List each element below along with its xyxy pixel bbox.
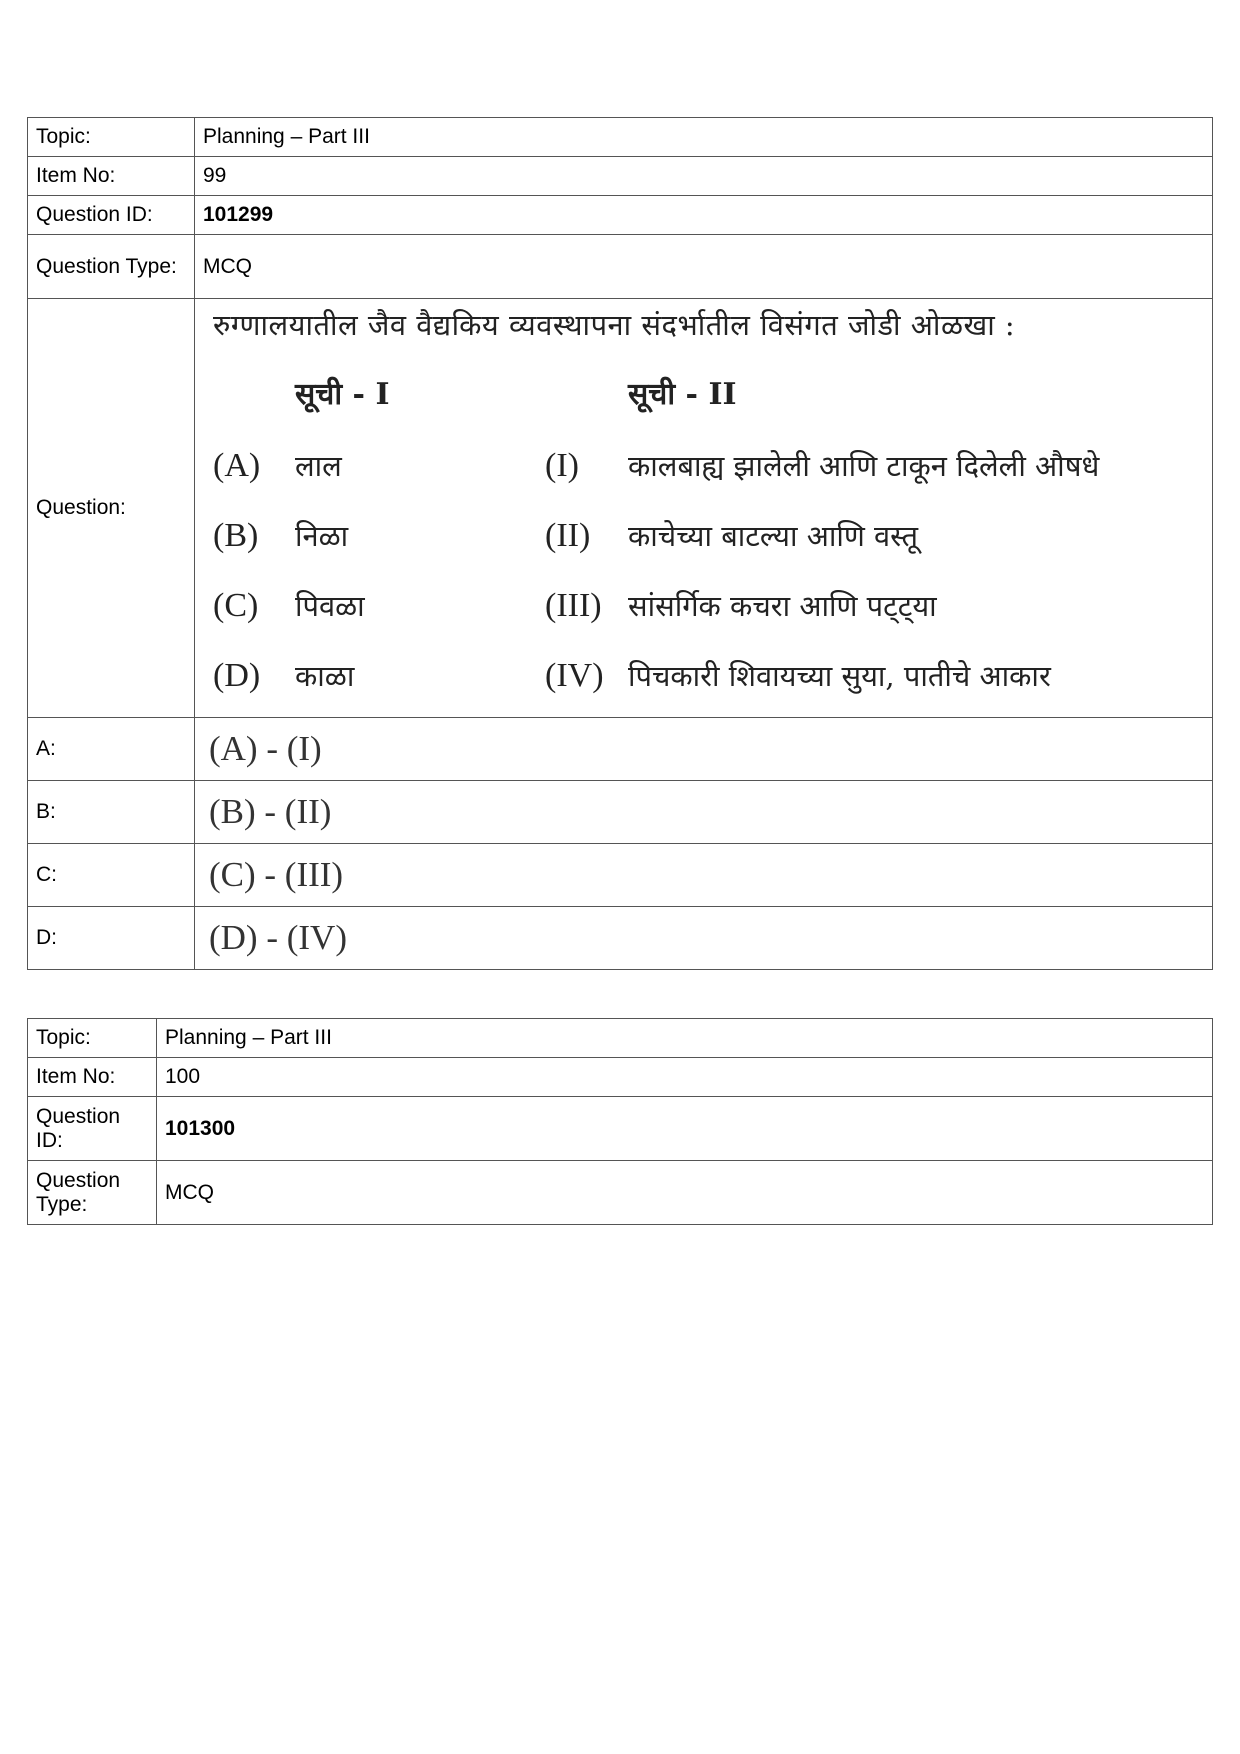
match-row xyxy=(195,657,1212,704)
question-type-label: Question Type: xyxy=(28,235,195,299)
question-id-label: Question ID: xyxy=(28,1097,157,1161)
list-1-value: निळा xyxy=(295,519,349,553)
list-1-value: लाल xyxy=(295,449,342,483)
question-id-label: Question ID: xyxy=(28,196,195,235)
item-no-value: 99 xyxy=(195,157,1213,196)
item-no-value: 100 xyxy=(157,1058,1213,1097)
question-stem: रुग्णालयातील जैव वैद्यकिय व्यवस्थापना संदर्भातील विसंगत जोडी ओळखा : xyxy=(213,308,1016,342)
question-id-value: 101300 xyxy=(157,1097,1213,1161)
list-1-key: (A) xyxy=(213,447,261,484)
list-1-heading: सूची - I xyxy=(295,377,390,412)
item-no-label: Item No: xyxy=(28,1058,157,1097)
list-2-heading: सूची - II xyxy=(628,377,737,412)
list-2-value: कालबाह्य झालेली आणि टाकून दिलेली औषधे xyxy=(628,449,1100,483)
question-id-value: 101299 xyxy=(195,196,1213,235)
option-d-label: D: xyxy=(28,907,195,970)
option-c-value: (C) - (III) xyxy=(195,844,1213,907)
question-table-99 xyxy=(27,117,1213,970)
match-row xyxy=(195,587,1212,634)
list-2-key: (I) xyxy=(545,447,579,484)
option-b-value: (B) - (II) xyxy=(195,781,1213,844)
question-label: Question: xyxy=(28,299,195,718)
list-1-value: पिवळा xyxy=(295,589,365,623)
topic-row xyxy=(28,1019,1213,1058)
list-2-value: सांसर्गिक कचरा आणि पट्ट्या xyxy=(628,589,937,623)
list-1-key: (B) xyxy=(213,517,259,554)
topic-label: Topic: xyxy=(28,1019,157,1058)
option-c-label: C: xyxy=(28,844,195,907)
option-d-value: (D) - (IV) xyxy=(195,907,1213,970)
option-c-row xyxy=(28,844,1213,907)
item-no-row xyxy=(28,157,1213,196)
match-row xyxy=(195,517,1212,564)
list-2-key: (II) xyxy=(545,517,591,554)
topic-value: Planning – Part III xyxy=(157,1019,1213,1058)
question-table-100 xyxy=(27,1018,1213,1225)
option-b-row xyxy=(28,781,1213,844)
item-no-row xyxy=(28,1058,1213,1097)
question-id-row xyxy=(28,196,1213,235)
option-a-row xyxy=(28,718,1213,781)
question-type-label: Question Type: xyxy=(28,1161,157,1225)
match-row xyxy=(195,447,1212,494)
list-2-key: (IV) xyxy=(545,657,604,694)
option-b-label: B: xyxy=(28,781,195,844)
question-content xyxy=(195,299,1213,718)
question-type-row xyxy=(28,1161,1213,1225)
option-d-row xyxy=(28,907,1213,970)
question-id-row xyxy=(28,1097,1213,1161)
item-no-label: Item No: xyxy=(28,157,195,196)
topic-value: Planning – Part III xyxy=(195,118,1213,157)
list-1-key: (C) xyxy=(213,587,259,624)
list-1-key: (D) xyxy=(213,657,261,694)
question-type-value: MCQ xyxy=(157,1161,1213,1225)
option-a-value: (A) - (I) xyxy=(195,718,1213,781)
list-2-key: (III) xyxy=(545,587,602,624)
question-type-row xyxy=(28,235,1213,299)
list-2-value: काचेच्या बाटल्या आणि वस्तू xyxy=(628,519,918,553)
list-2-value: पिचकारी शिवायच्या सुया, पातीचे आकार xyxy=(628,659,1051,693)
question-type-value: MCQ xyxy=(195,235,1213,299)
topic-label: Topic: xyxy=(28,118,195,157)
topic-row xyxy=(28,118,1213,157)
list-1-value: काळा xyxy=(295,659,355,693)
question-row xyxy=(28,299,1213,718)
question-block xyxy=(195,299,1212,717)
option-a-label: A: xyxy=(28,718,195,781)
